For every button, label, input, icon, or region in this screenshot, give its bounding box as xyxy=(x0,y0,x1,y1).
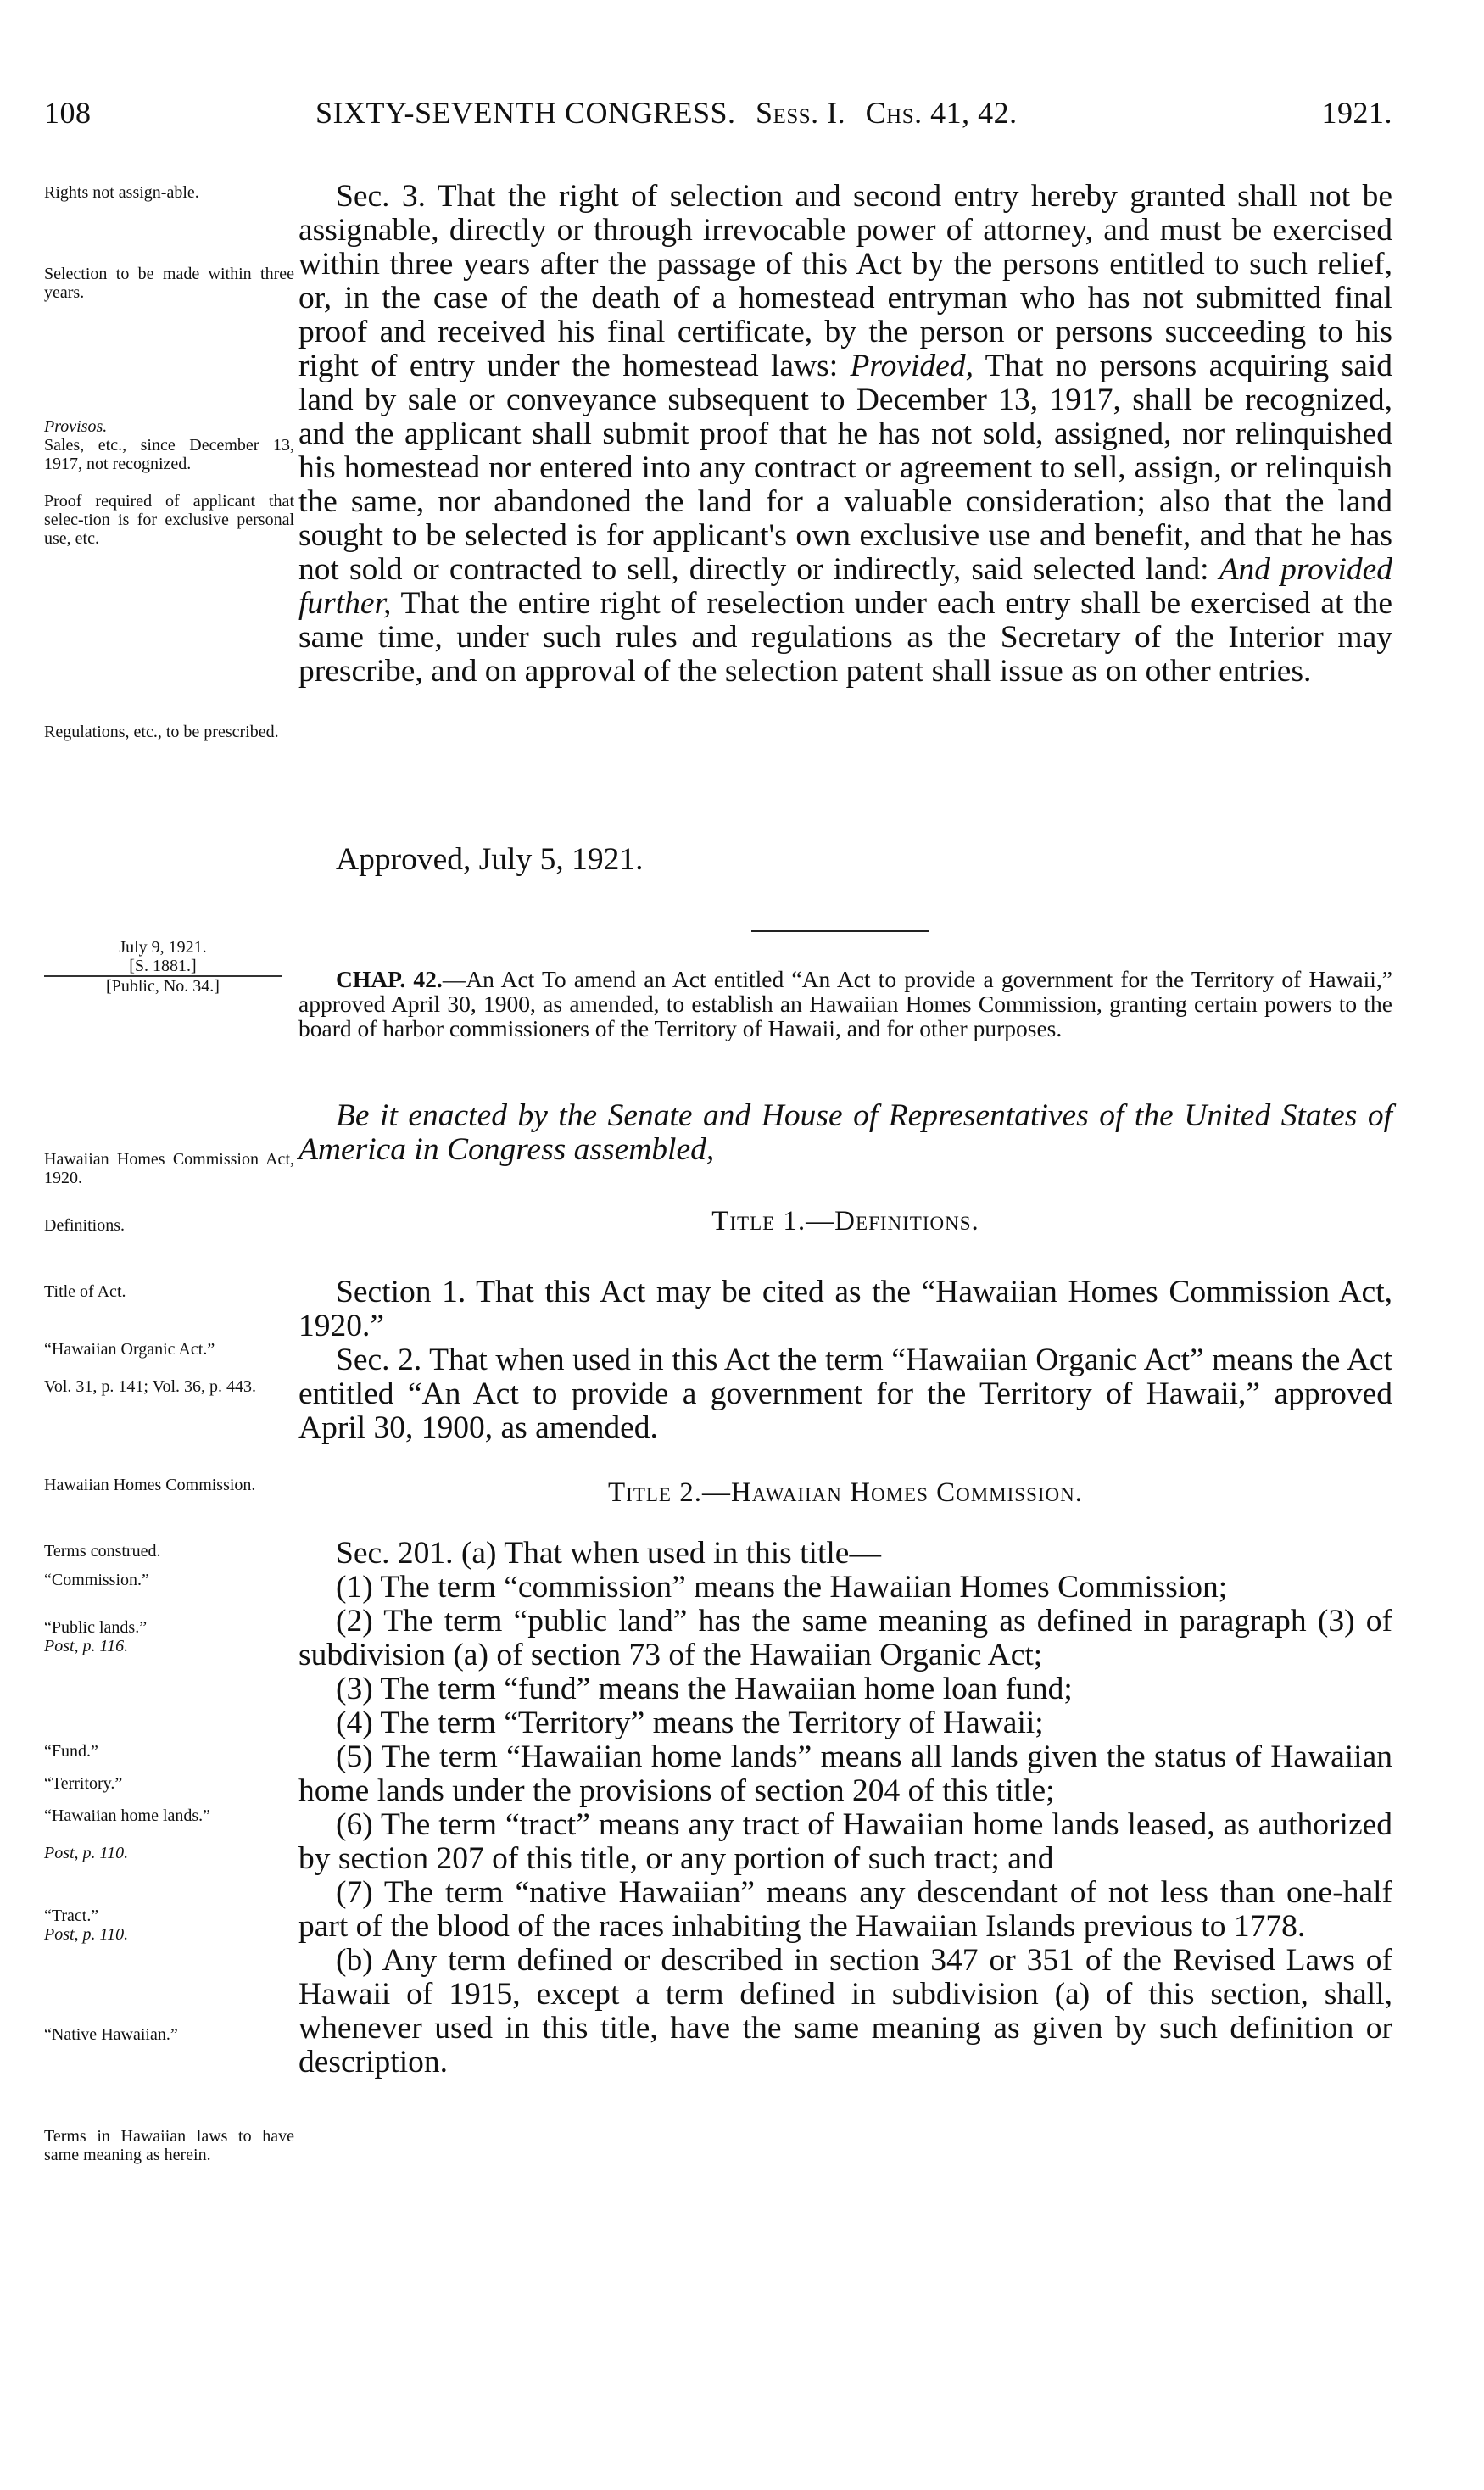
margin-note-commission-head: Hawaiian Homes Commission. xyxy=(44,1476,256,1494)
chapter-date-box xyxy=(44,938,282,996)
section-201-intro: Sec. 201. (a) That when used in this title— xyxy=(336,1536,881,1571)
margin-note-post-116: Post, p. 116. xyxy=(44,1637,129,1655)
definition-2: (2) The term “public land” has the same meaning as defined in paragraph (3) of subdivision (a) of section 73 of the Hawaiian Organic Act; xyxy=(298,1604,1392,1672)
definition-6: (6) The term “tract” means any tract of Hawaiian home lands leased, as authorized by section 207 of this title, or any portion of such tract; and xyxy=(298,1807,1392,1876)
margin-note-home-lands: “Hawaiian home lands.” xyxy=(44,1806,211,1825)
section-2: Sec. 2. That when used in this Act the term “Hawaiian Organic Act” means the Act entitled “An Act to provide a government for the Territory of Hawaii,” approved April 30, 1900, as amended. xyxy=(298,1343,1392,1445)
page-number: 108 xyxy=(44,96,92,130)
provided-1: Provided, xyxy=(850,349,974,383)
header-congress: SIXTY-SEVENTH CONGRESS. xyxy=(315,96,736,130)
chapter-label: CHAP. 42. xyxy=(336,966,443,992)
chapter-description: —An Act To amend an Act entitled “An Act to provide a government for the Territory of Hawaii,” approved April 30, 1900, as amended, to establish an Hawaiian Homes Commission, granting certain powers to the board of harbor commissioners of the Territory of Hawaii, and for other purposes. xyxy=(298,966,1392,1041)
section-3-text-1: Sec. 3. That the right of selection and second entry hereby granted shall not be assignable, directly or through irrevocable power of attorney, and must be exercised within three years after the passage of this Act by the persons entitled to such relief, or, in the case of the death of a homestead entryman who has not submitted final proof and received his final certificate, by the person or persons succeeding to his right of entry under the homestead laws: xyxy=(298,179,1392,383)
margin-note-hawaiian-laws: Terms in Hawaiian laws to have same meaning as herein. xyxy=(44,2127,294,2164)
margin-note-proof: Proof required of applicant that selec-tion is for exclusive personal use, etc. xyxy=(44,492,294,548)
margin-note-act-title: Hawaiian Homes Commission Act, 1920. xyxy=(44,1150,294,1187)
header-title xyxy=(315,95,1018,131)
title-2-body xyxy=(298,1537,1392,2080)
margin-note-rights: Rights not assign-able. xyxy=(44,183,199,202)
header-session: Sess. I. xyxy=(756,96,846,130)
margin-note-fund: “Fund.” xyxy=(44,1742,98,1761)
section-1: Section 1. That this Act may be cited as the “Hawaiian Homes Commission Act, 1920.” xyxy=(298,1275,1392,1343)
definition-1: (1) The term “commission” means the Hawaiian Homes Commission; xyxy=(336,1570,1228,1605)
margin-note-tract: “Tract.” xyxy=(44,1907,99,1925)
margin-note-definitions: Definitions. xyxy=(44,1216,125,1235)
header-year: 1921. xyxy=(1321,96,1392,130)
margin-note-post-110a: Post, p. 110. xyxy=(44,1844,129,1862)
section-3-body xyxy=(298,180,1392,689)
definition-7: (7) The term “native Hawaiian” means any descendant of not less than one-half part of the blood of the races inhabiting the Hawaiian Islands previous to 1778. xyxy=(298,1875,1392,1944)
margin-note-terms-construed: Terms construed. xyxy=(44,1542,161,1560)
provided-2: And provided further, xyxy=(298,552,1393,621)
margin-note-selection: Selection to be made within three years. xyxy=(44,265,294,302)
margin-note-vol-ref: Vol. 31, p. 141; Vol. 36, p. 443. xyxy=(44,1377,257,1396)
margin-note-post-110b: Post, p. 110. xyxy=(44,1925,129,1944)
title-1-heading: Title 1.—Definitions. xyxy=(711,1206,979,1237)
section-3-paragraph xyxy=(298,180,1392,689)
approved-line: Approved, July 5, 1921. xyxy=(336,842,644,877)
chapter-divider xyxy=(751,930,929,932)
definition-3: (3) The term “fund” means the Hawaiian home loan fund; xyxy=(336,1672,1073,1706)
margin-note-commission: “Commission.” xyxy=(44,1571,149,1589)
running-header xyxy=(44,95,1392,137)
section-3-text-2: That no persons acquiring said land by sale or conveyance subsequent to December 13, 1917, shall be recognized, and the applicant shall submit proof that he has not sold, assigned, nor relinquished his homestead nor entered into any contract or agreement to sell, assign, or relinquish the same, nor abandoned the land for a valuable consideration; also that the land sought to be selected is for applicant's own exclusive use and benefit, and that he has not sold or contracted to sell, directly or indirectly, said selected land: xyxy=(298,349,1393,587)
header-chapters: Chs. 41, 42. xyxy=(865,96,1018,130)
chapter-date: July 9, 1921. xyxy=(119,938,207,957)
enacting-text: Be it enacted by the Senate and House of Representatives of the United States of America in Congress assembled, xyxy=(298,1098,1392,1167)
chapter-title xyxy=(298,967,1392,1041)
subdivision-b: (b) Any term defined or described in section 347 or 351 of the Revised Laws of Hawaii of 1915, except a term defined in subdivision (a) of this section, shall, whenever used in this title, have the same meaning as given by such definition or description. xyxy=(298,1943,1392,2080)
definition-4: (4) The term “Territory” means the Territory of Hawaii; xyxy=(336,1706,1044,1740)
title-1-body xyxy=(298,1276,1392,1445)
margin-note-native: “Native Hawaiian.” xyxy=(44,2025,178,2044)
margin-note-sales: Sales, etc., since December 13, 1917, not recognized. xyxy=(44,436,294,473)
enacting-clause xyxy=(298,1099,1392,1167)
margin-note-territory: “Territory.” xyxy=(44,1774,123,1793)
margin-note-provisos: Provisos. xyxy=(44,417,108,436)
chapter-bill: [S. 1881.] xyxy=(129,957,197,975)
chapter-public-number: [Public, No. 34.] xyxy=(106,977,220,996)
margin-note-public-lands: “Public lands.” xyxy=(44,1618,148,1637)
definition-5: (5) The term “Hawaiian home lands” means all lands given the status of Hawaiian home lands under the provisions of section 204 of this title; xyxy=(298,1739,1392,1808)
margin-note-title-of-act: Title of Act. xyxy=(44,1282,126,1301)
title-2-heading: Title 2.—Hawaiian Homes Commission. xyxy=(608,1477,1083,1508)
margin-note-regulations: Regulations, etc., to be prescribed. xyxy=(44,723,279,741)
margin-note-organic-act: “Hawaiian Organic Act.” xyxy=(44,1340,215,1359)
section-3-text-3: That the entire right of reselection under each entry shall be exercised at the same time, under such rules and regulations as the Secretary of the Interior may prescribe, and on approval of the selection patent shall issue as on other entries. xyxy=(298,586,1392,689)
